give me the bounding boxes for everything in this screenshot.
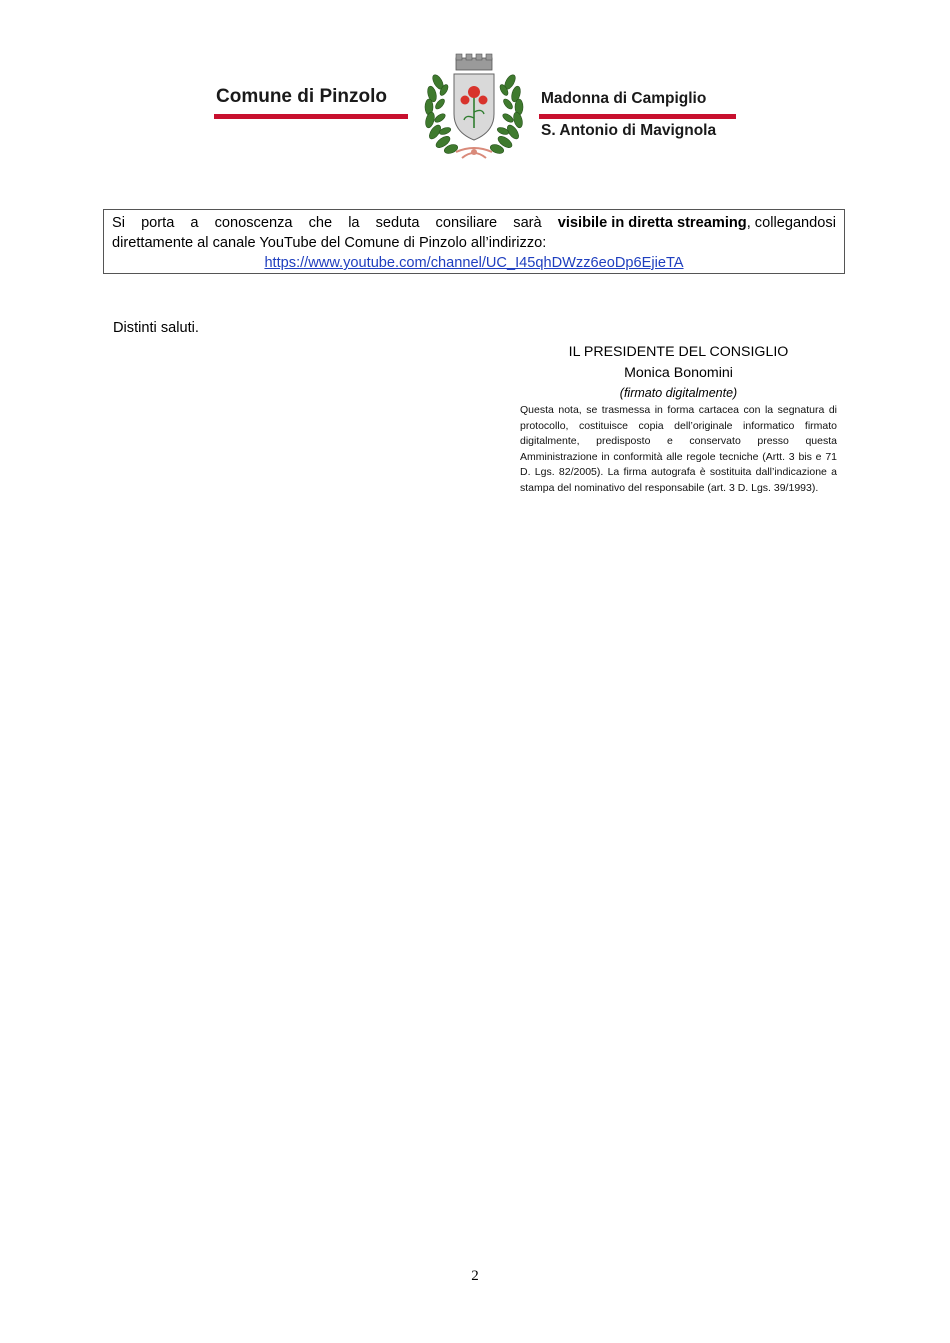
- notice-after-bold: , collegandosi: [746, 215, 836, 231]
- coat-of-arms-icon: [418, 52, 530, 168]
- notice-line-2: direttamente al canale YouTube del Comune di Pinzolo all’indirizzo:: [112, 235, 547, 251]
- digital-signature-label: (firmato digitalmente): [619, 386, 738, 400]
- notice-line-1: [112, 213, 836, 233]
- signatory-role: IL PRESIDENTE DEL CONSIGLIO: [568, 344, 789, 360]
- notice-word: conoscenza: [214, 215, 293, 231]
- youtube-channel-link[interactable]: https://www.youtube.com/channel/UC_I45qhDWzz6eoDp6EjieTA: [264, 255, 684, 271]
- notice-word: la: [348, 215, 360, 231]
- notice-word: consiliare: [435, 215, 498, 231]
- header-rule-right: [539, 114, 736, 119]
- legal-note: Questa nota, se trasmessa in forma cartacea con la segnatura di protocollo, costituisce copia dell’originale informatico firmato digitalmente, predisposto e conservato presso questa Amministrazione in conformità alle regole tecniche (Artt. 3 bis e 71 D. Lgs. 82/2005). La firma autografa è sostituita dall’indicazione a stampa del nominativo del responsabile (art. 3 D. Lgs. 39/1993).: [520, 404, 837, 494]
- page-number: 2: [471, 1268, 479, 1284]
- locality-title-2: S. Antonio di Mavignola: [541, 122, 717, 139]
- signatory-name: Monica Bonomini: [624, 365, 733, 381]
- notice-word: sarà: [513, 215, 542, 231]
- header-rule-left: [214, 114, 408, 119]
- signature-block: [520, 342, 837, 496]
- notice-bold-phrase: visibile in diretta streaming: [557, 215, 747, 231]
- municipality-title: Comune di Pinzolo: [216, 86, 387, 107]
- notice-word: porta: [141, 215, 175, 231]
- notice-word: Si: [112, 215, 125, 231]
- notice-word: seduta: [375, 215, 420, 231]
- streaming-notice-box: [103, 209, 845, 274]
- notice-word: che: [308, 215, 333, 231]
- closing-salutation: Distinti saluti.: [113, 320, 199, 336]
- locality-title-1: Madonna di Campiglio: [541, 90, 707, 107]
- notice-bold-end: [558, 213, 836, 233]
- notice-word: a: [190, 215, 199, 231]
